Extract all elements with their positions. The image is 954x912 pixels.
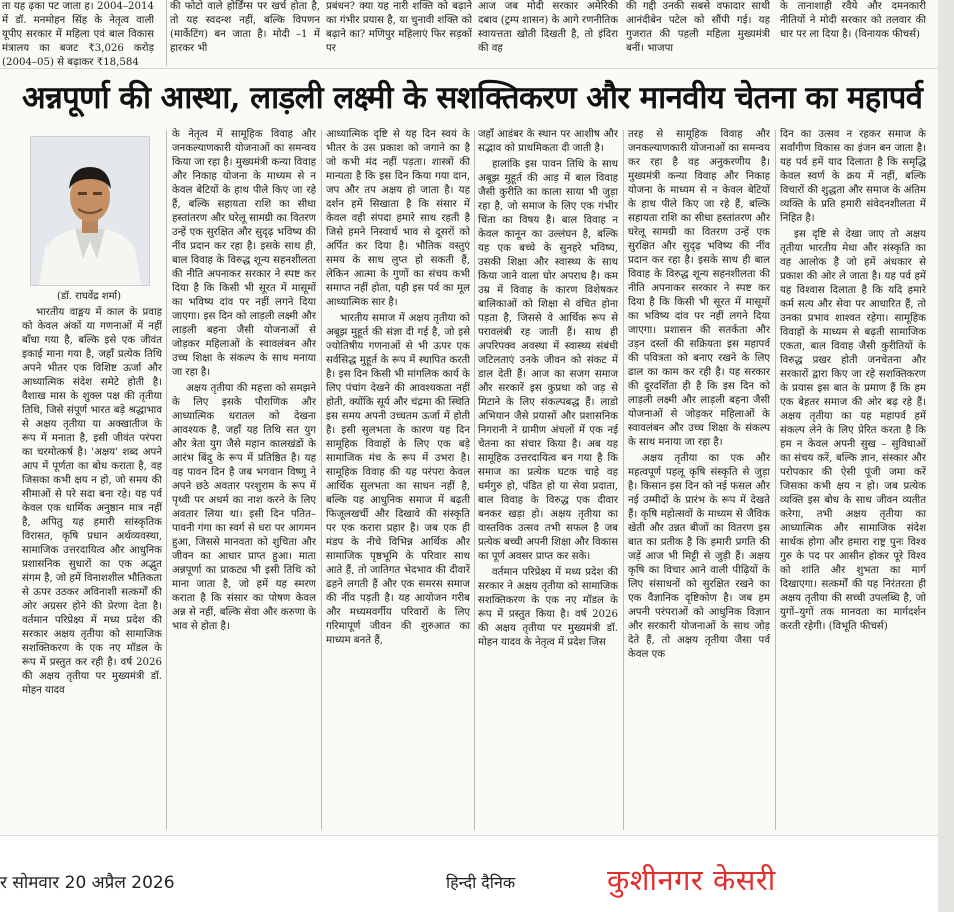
newspaper-type: हिन्दी दैनिक <box>446 873 516 892</box>
paragraph: इस दृष्टि से देखा जाए तो अक्षय तृतीया भारतीय मेधा और संस्कृति का वह आलोक है जो हमें अंधकार से प्रकाश की ओर ले जाता है। यह पर्व हमें यह विश्वास दिलाता है कि यदि हमारे कर्म सत्य और सेवा पर आधारित हैं, तो उनका प्रभाव शाश्वत रहेगा। सामूहिक विवाहों के माध्यम से बढ़ती सामाजिक एकता, बाल विवाह जैसी कुरीतियों के विरुद्ध प्रखर होती जनचेतना और सरकारों द्वारा किए जा रहे सशक्तिकरण के प्रयास इस बात के प्रमाण हैं कि हम एक बेहतर समाज की ओर बढ़ रहे हैं। अक्षय तृतीया का यह महापर्व हमें संकल्प लेने के लिए प्रेरित करता है कि हम न केवल अपनी सुख – सुविधाओं का संचय करें, बल्कि ज्ञान, संस्कार और परोपकार की ऐसी पूंजी जमा करें जिसका कभी क्षय न हो। जब प्रत्येक व्यक्ति इस बोध के साथ जीवन व्यतीत करेगा, तभी अक्षय तृतीया का आध्यात्मिक और सामाजिक संदेश सार्थक होगा और हमारा राष्ट्र पुनः विश्व गुरु के पद पर आसीन होकर पूरे विश्व को शांति और शुभता का मार्ग दिखाएगा। सत्कर्मों की यह निरंतरता ही अक्षय तृतीया की सच्ची उपलब्धि है, जो युगों–युगों तक मानवता का मार्गदर्शन करती रहेगी। (विभूति फीचर्स) <box>780 229 926 632</box>
paragraph: तरह से सामूहिक विवाह और जनकल्याणकारी योजनाओं का समन्वय कर रहा है वह अनुकरणीय है। मुख्यमंत्री कन्या विवाह और निकाह योजना के माध्यम से न केवल बेटियों के हाथ पीले किए जा रहे हैं, बल्कि सहायता राशि का सीधा हस्तांतरण और घरेलू सामग्री का वितरण उन्हें एक सुरक्षित और सुदृढ़ भविष्य की नींव प्रदान कर रहा है। इसके साथ ही बाल विवाह के विरुद्ध शून्य सहनशीलता की नीति अपनाकर सरकार ने स्पष्ट कर दिया है कि किसी भी सूरत में मासूमों का भविष्य दांव पर नहीं लगने दिया जाएगा। प्रशासन की सतर्कता और उड़न दस्तों की सक्रियता इस महापर्व की पवित्रता को बनाए रखने के लिए ढाल का काम कर रही है। यह सरकार की दूरदर्शिता ही है कि इस दिन को लाड़ली लक्ष्मी और लाड़ली बहना जैसी योजनाओं से जोड़कर महिलाओं के स्वावलंबन और उच्च शिक्षा के संकल्प के साथ मनाया जा रहा है। <box>628 129 770 448</box>
column-divider <box>623 130 624 830</box>
headline-top-rule <box>0 68 938 69</box>
column-4 <box>478 128 618 828</box>
author-photo <box>30 136 150 286</box>
top-strip-col-6 <box>780 0 926 68</box>
top-strip-col-5 <box>626 0 770 68</box>
paragraph: वर्तमान परिप्रेक्ष्य में मध्य प्रदेश की सरकार ने अक्षय तृतीया को सामाजिक सशक्तिकरण के एक नए मॉडल के रूप में प्रस्तुत किया है। वर्ष 2026 की अक्षय तृतीया पर मुख्यमंत्री डॉ. मोहन यादव के नेतृत्व में प्रदेश जिस <box>478 567 618 648</box>
top-strip-text: प्रबंधन? क्या यह नारी शक्ति को बढ़ाने का गंभीर प्रयास है, या चुनावी शक्ति को बढ़ाने का? मणिपुर महिलाएं फिर सड़कों पर <box>326 1 472 54</box>
top-strip-text: की फोटो वाले होर्डिंग्स पर खर्च होता है, तो यह स्वदन्श नहीं, बल्कि विपणन (मार्केटिंग) बन जाता है। मोदी –1 में हारकर भी <box>170 1 320 54</box>
page-gutter <box>938 0 954 912</box>
issue-date: र सोमवार 20 अप्रैल 2026 <box>0 873 175 893</box>
top-strip-text: की गद्दी उनकी सबसे वफादार साथी आनंदीबेन पटेल को सौंपी गई। यह गुजरात की पहली महिला मुख्यमंत्री बनीं। भाजपा <box>626 1 770 54</box>
column-5 <box>628 128 770 828</box>
column-divider <box>474 130 475 830</box>
column-divider <box>166 0 167 66</box>
article-headline: अन्नपूर्णा की आस्था, लाड़ली लक्ष्मी के सशक्तिकरण और मानवीय चेतना का महापर्व <box>22 80 923 116</box>
author-photo-illustration <box>31 137 149 285</box>
top-strip-col-1 <box>2 0 154 68</box>
column-2 <box>172 128 316 828</box>
newspaper-masthead: कुशीनगर केसरी <box>607 863 776 897</box>
paragraph: जहाँ आडंबर के स्थान पर आशीष और सद्भाव को प्राथमिकता दी जाती है। <box>478 129 618 154</box>
column-divider <box>321 130 322 830</box>
top-strip-text: आज जब मोदी सरकार अमेरिकी दबाव (ट्रम्प शासन) के आगे रणनीतिक स्वायत्तता खोती दिखती है, तो इंदिरा की वह <box>478 1 618 54</box>
paragraph: भारतीय समाज में अक्षय तृतीया को अबूझ मुहूर्त की संज्ञा दी गई है, जो इसे ज्योतिषीय गणनाओं से भी ऊपर एक सर्वसिद्ध मुहूर्त के रूप में स्थापित करती है। इस दिन किसी भी मांगलिक कार्य के लिए पंचांग देखने की आवश्यकता नहीं होती, क्योंकि सूर्य और चंद्रमा की स्थिति इस समय अपनी उच्चतम ऊर्जा में होती है। इसी सुलभता के कारण यह दिन सामूहिक विवाहों के लिए एक बड़े सामाजिक मंच के रूप में उभरा है। सामूहिक विवाह की यह परंपरा केवल आर्थिक सुलभता का साधन नहीं है, बल्कि यह आधुनिक समाज में बढ़ती फिजूलखर्ची और दिखावे की संस्कृति पर एक करारा प्रहार है। जब एक ही मंडप के नीचे विभिन्न आर्थिक और सामाजिक पृष्ठभूमि के परिवार साथ आते हैं, तो जातिगत भेदभाव की दीवारें ढहने लगती हैं और एक समरस समाज की नींव पड़ती है। यह आयोजन गरीब और मध्यमवर्गीय परिवारों के लिए गरिमापूर्ण जीवन की शुरुआत का माध्यम बनते हैं, <box>326 313 470 646</box>
column-divider <box>775 130 776 830</box>
paragraph: भारतीय वाङ्मय में काल के प्रवाह को केवल अंकों या गणनाओं में नहीं बाँधा गया है, बल्कि इसे एक जीवंत इकाई माना गया है, जहाँ प्रत्येक तिथि अपने भीतर एक विशिष्ट ऊर्जा और आध्यात्मिक संदेश समेटे होती है। वैशाख मास के शुक्ल पक्ष की तृतीया तिथि, जिसे संपूर्ण भारत बड़े श्रद्धाभाव से अक्षय तृतीया या अक्खातीज के रूप में मनाता है, इसी जीवंत परंपरा का चरमोत्कर्ष है। 'अक्षय' शब्द अपने आप में पूर्णता का बोध कराता है, वह जिसका कभी क्षय न हो, जो समय की सीमाओं से परे सदा बना रहे। यह पर्व केवल एक धार्मिक अनुष्ठान मात्र नहीं है, अपितु यह हमारी सांस्कृतिक विरासत, कृषि प्रधान अर्थव्यवस्था, सामाजिक उत्तरदायित्व और आधुनिक प्रशासनिक सुधारों का एक अद्भुत संगम है, जो हमें विनाशशील भौतिकता से ऊपर उठकर अविनाशी सत्कर्मों की ओर अग्रसर होने की प्रेरणा देता है। वर्तमान परिप्रेक्ष्य में मध्य प्रदेश की सरकार अक्षय तृतीया को सामाजिक सशक्तिकरण के एक नए मॉडल के रूप में प्रस्तुत कर रही है। वर्ष 2026 की अक्षय तृतीया पर मुख्यमंत्री डॉ. मोहन यादव <box>22 307 162 696</box>
column-1 <box>22 306 162 828</box>
photo-caption: (डॉ. राघवेंद्र शर्मा) <box>56 291 122 302</box>
top-strip-col-4 <box>478 0 618 68</box>
footer-rule <box>0 835 938 836</box>
top-strip-text: के तानाशाही रवैये और दमनकारी नीतियों ने मोदी सरकार को तलवार की धार पर ला दिया है। (विनायक फीचर्स) <box>780 1 926 40</box>
top-strip-text: ता यह ढ़का पट जाता ह। 2004–2014 में डॉ. मनमोहन सिंह के नेतृत्व वाली यूपीए सरकार में महिला एवं बाल विकास मंत्रालय का बजट ₹3,026 करोड़ (2004–05) से बढ़ाकर ₹18,584 <box>2 1 154 68</box>
column-6 <box>780 128 926 828</box>
paragraph: आध्यात्मिक दृष्टि से यह दिन स्वयं के भीतर के उस प्रकाश को जगाने का है जो कभी मंद नहीं पड़ता। शास्त्रों की मान्यता है कि इस दिन किया गया दान, जप और तप अक्षय हो जाता है। यह दर्शन हमें सिखाता है कि संसार में केवल वही संपदा हमारे साथ रहती है जिसे हमने निस्वार्थ भाव से दूसरों को अर्पित कर दिया है। भौतिक वस्तुएं समय के साथ लुप्त हो सकती हैं, लेकिन आत्मा के गुणों का संचय कभी समाप्त नहीं होता, यही इस पर्व का मूल आध्यात्मिक सार है। <box>326 129 470 308</box>
column-divider <box>166 130 167 830</box>
column-3 <box>326 128 470 828</box>
paragraph: के नेतृत्व में सामूहिक विवाह और जनकल्याणकारी योजनाओं का समन्वय किया जा रहा है। मुख्यमंत्री कन्या विवाह और निकाह योजना के माध्यम से न केवल बेटियों के हाथ पीले किए जा रहे हैं, बल्कि सहायता राशि का सीधा हस्तांतरण और घरेलू सामग्री का वितरण उन्हें एक सुरक्षित और सुदृढ़ भविष्य की नींव प्रदान कर रहा है। इसके साथ ही, बाल विवाह के विरुद्ध शून्य सहनशीलता की नीति अपनाकर सरकार ने स्पष्ट कर दिया है कि किसी भी सूरत में मासूमों का भविष्य दांव पर नहीं लगने दिया जाएगा। इस दिन को लाड़ली लक्ष्मी और लाड़ली बहना जैसी योजनाओं से जोड़कर महिलाओं के स्वावलंबन और उच्च शिक्षा के संकल्प के साथ मनाया जा रहा है। <box>172 129 316 378</box>
paragraph: हालांकि इस पावन तिथि के साथ अबूझ मुहूर्त की आड़ में बाल विवाह जैसी कुरीति का काला साया भी जुड़ा रहा है, जो समाज के लिए एक गंभीर चिंता का विषय है। बाल विवाह न केवल कानून का उल्लंघन है, बल्कि यह एक बच्चे के सुनहरे भविष्य, उसकी शिक्षा और स्वास्थ्य के साथ किया जाने वाला घोर अपराध है। कम उम्र में विवाह के कारण विशेषकर बालिकाओं को शिक्षा से वंचित होना पड़ता है, जिससे वे आर्थिक रूप से परावलंबी रह जाती हैं। साथ ही अपरिपक्व अवस्था में स्वास्थ्य संबंधी जटिलताएं उनके जीवन को संकट में डाल देती हैं। आज का सजग समाज और सरकारें इस कुप्रथा को जड़ से मिटाने के लिए संकल्पबद्ध हैं। लाडो अभियान जैसे प्रयासों और प्रशासनिक निगरानी ने ग्रामीण अंचलों में एक नई चेतना का संचार किया है। अब यह सामूहिक उत्तरदायित्व बन गया है कि समाज का प्रत्येक घटक चाहे वह धर्मगुरु हो, पंडित हो या सेवा प्रदाता, बाल विवाह के विरुद्ध एक दीवार बनकर खड़ा हो। अक्षय तृतीया का वास्तविक उत्सव तभी सफल है जब प्रत्येक बच्ची अपनी शिक्षा और विकास का पूर्ण अवसर प्राप्त कर सके। <box>478 159 618 562</box>
paragraph: दिन का उत्सव न रहकर समाज के सर्वांगीण विकास का इंजन बन जाता है। यह पर्व हमें याद दिलाता है कि समृद्धि केवल स्वर्ण के क्रय में नहीं, बल्कि विचारों की शुद्धता और समाज के अंतिम व्यक्ति के प्रति हमारी संवेदनशीलता में निहित है। <box>780 129 926 224</box>
top-strip-col-2 <box>170 0 320 68</box>
top-strip-col-3 <box>326 0 472 68</box>
paragraph: अक्षय तृतीया का एक और महत्वपूर्ण पहलू कृषि संस्कृति से जुड़ा है। किसान इस दिन को नई फसल और नई उम्मीदों के प्रारंभ के रूप में देखते हैं। कृषि महोत्सवों के माध्यम से जैविक खेती और उन्नत बीजों का वितरण इस बात का प्रतीक है कि हमारी प्रगति की जड़ें आज भी मिट्टी से जुड़ी हैं। अक्षय कृषि का विचार आने वाली पीढ़ियों के लिए संसाधनों को सुरक्षित रखने का एक वैज्ञानिक दृष्टिकोण है। जब हम अपनी परंपराओं को आधुनिक विज्ञान और सरकारी योजनाओं के साथ जोड़ देते हैं, तो अक्षय तृतीया जैसा पर्व केवल एक <box>628 453 770 660</box>
paragraph: अक्षय तृतीया की महत्ता को समझने के लिए इसके पौराणिक और आध्यात्मिक धरातल को देखना आवश्यक है, जहाँ यह तिथि सत युग और त्रेता युग जैसे महान कालखंडों के आरंभ बिंदु के रूप में प्रतिष्ठित है। यह वह पावन दिन है जब भगवान विष्णु ने अपने छठे अवतार परशुराम के रूप में पृथ्वी पर अधर्म का नाश करने के लिए अवतार लिया था। इसी दिन पतित–पावनी गंगा का स्वर्ग से धरा पर आगमन हुआ, जिससे मानवता को शुचिता और जीवन का आधार प्राप्त हुआ। माता अन्नपूर्णा का प्राकट्य भी इसी तिथि को माना जाता है, जो हमें यह स्मरण कराता है कि संसार का पोषण केवल अन्न से नहीं, बल्कि सेवा और करुणा के भाव से होता है। <box>172 383 316 632</box>
